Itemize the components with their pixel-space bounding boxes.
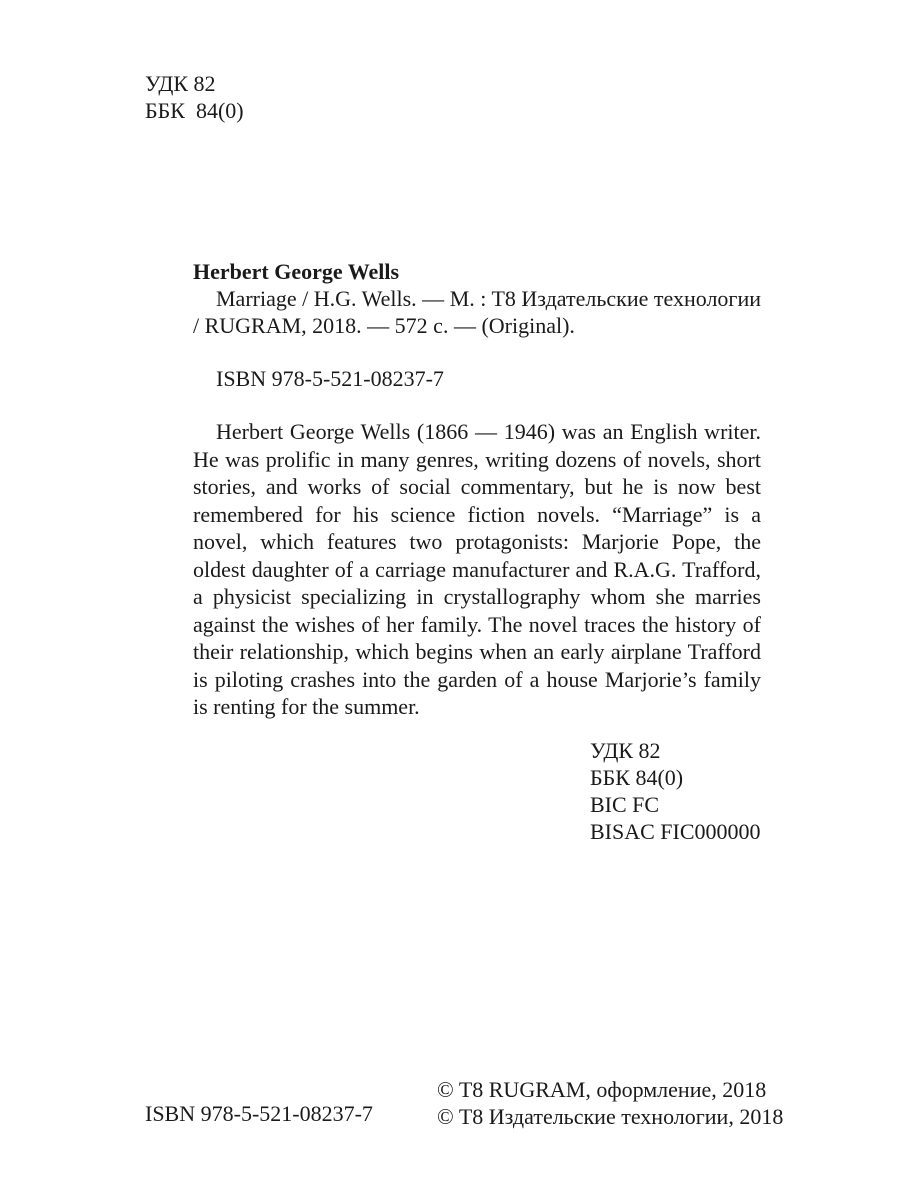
copyright-line-rugram: © T8 RUGRAM, оформление, 2018: [437, 1077, 767, 1102]
copyright-notices: [437, 1076, 783, 1130]
right-classification-codes: [590, 737, 761, 845]
footer-isbn: ISBN 978-5-521-08237-7: [145, 1101, 373, 1126]
author-heading: Herbert George Wells: [193, 259, 400, 284]
copyright-line-t8: © T8 Издательские технологии, 2018: [437, 1104, 784, 1129]
isbn-text: ISBN 978-5-521-08237-7: [216, 366, 444, 391]
bbk-code: ББК 84(0): [145, 98, 244, 123]
udk-code-right: УДК 82: [590, 738, 661, 763]
bibliographic-description: Marriage / H.G. Wells. — M. : T8 Издательские технологии / RUGRAM, 2018. — 572 с. — (Original).: [193, 286, 761, 338]
udk-code: УДК 82: [145, 71, 216, 96]
top-classification-codes: [145, 70, 244, 124]
bibliographic-entry: [193, 258, 761, 721]
bbk-code-right: ББК 84(0): [590, 765, 684, 790]
bic-code: BIC FC: [590, 792, 660, 817]
bisac-code: BISAC FIC000000: [590, 819, 761, 844]
annotation-paragraph: Herbert George Wells (1866 — 1946) was an English writer. He was prolific in many genres, writing dozens of novels, short stories, and works of social commentary, but he is now best remembered for his science fiction novels. “Marriage” is a novel, which features two protagonists: Marjorie Pope, the oldest daughter of a carriage manufacturer and R.A.G. Trafford, a physicist specializing in crystallography whom she marries against the wishes of her family. The novel traces the history of their relationship, which begins when an early airplane Trafford is piloting crashes into the garden of a house Marjorie’s family is renting for the summer.: [193, 419, 761, 719]
